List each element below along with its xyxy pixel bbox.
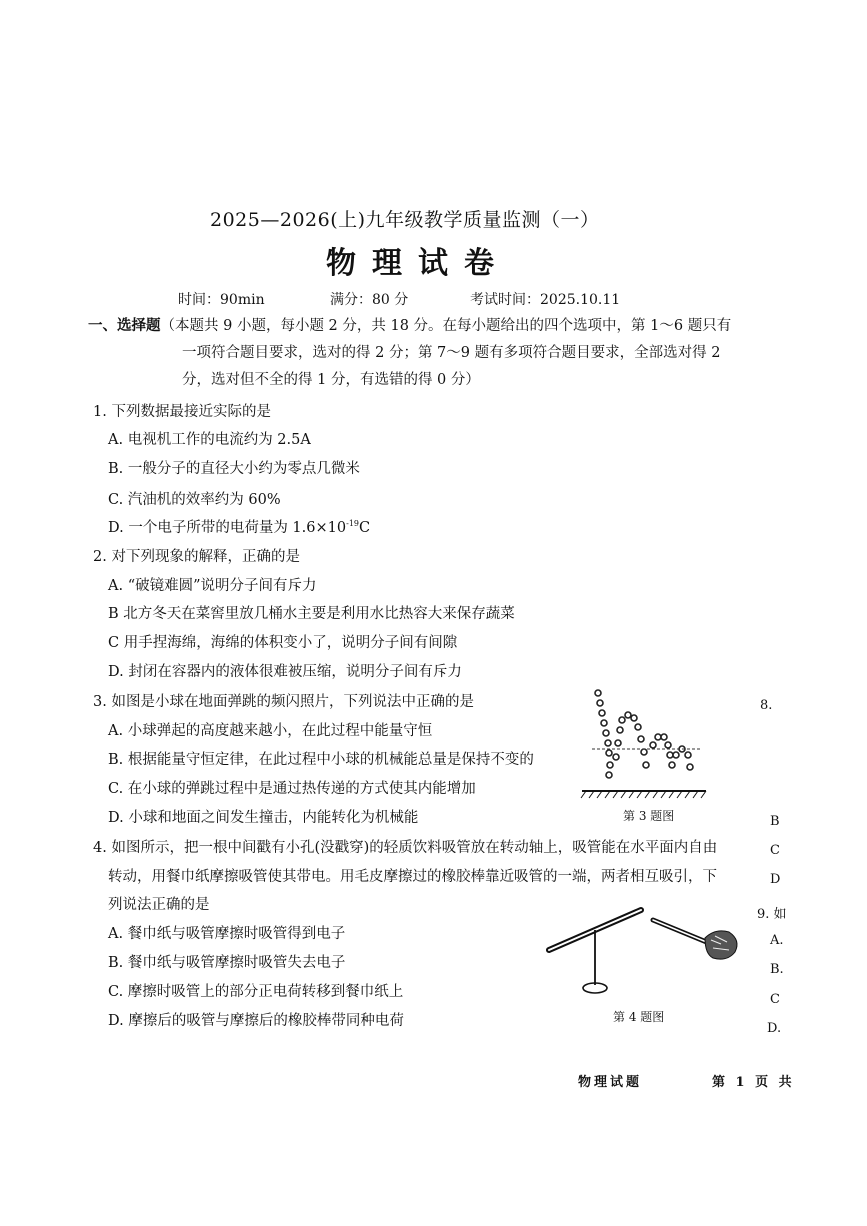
q1-option-c: C. 汽油机的效率约为 60%	[108, 492, 281, 508]
question-1-stem: 1. 下列数据最接近实际的是	[93, 404, 271, 420]
bouncing-ball-figure	[578, 685, 710, 805]
q4-option-b: B. 餐巾纸与吸管摩擦时吸管失去电子	[108, 955, 346, 971]
footer-page-number: 第 1 页 共	[712, 1075, 795, 1090]
q4-option-c: C. 摩擦时吸管上的部分正电荷转移到餐巾纸上	[108, 984, 404, 1000]
q2-option-b: B 北方冬天在菜窖里放几桶水主要是利用水比热容大来保存蔬菜	[108, 606, 515, 622]
q4-option-a: A. 餐巾纸与吸管摩擦时吸管得到电子	[108, 926, 346, 942]
question-4-stem-2: 转动，用餐巾纸摩擦吸管使其带电。用毛皮摩擦过的橡胶棒靠近吸管的一端，两者相互吸引，下	[108, 869, 717, 885]
question-4-stem-1: 4. 如图所示，把一根中间戳有小孔(没戳穿)的轻质饮料吸管放在转动轴上，吸管能在水平面内自由	[93, 840, 718, 856]
q3-option-c: C. 在小球的弹跳过程中是通过热传递的方式使其内能增加	[108, 781, 476, 797]
q1-option-d	[108, 516, 370, 537]
section-desc-1: （本题共 9 小题，每小题 2 分，共 18 分。在每小题给出的四个选项中，第 1～6 题只有	[160, 318, 732, 334]
margin-fragment-b: B	[770, 814, 780, 829]
margin-fragment-9: 9. 如	[757, 907, 787, 922]
exam-total-score: 满分：80 分	[330, 292, 409, 308]
exam-subtitle: 2025—2026(上)九年级教学质量监测（一）	[210, 209, 600, 231]
q1-option-b: B. 一般分子的直径大小约为零点几微米	[108, 461, 360, 477]
q1-option-d-text: D. 一个电子所带的电荷量为 1.6×10	[108, 520, 347, 536]
q2-option-a: A. “破镜难圆”说明分子间有斥力	[108, 578, 317, 594]
footer-subject: 物理试题	[578, 1075, 643, 1090]
straw-and-rod-figure	[545, 900, 745, 1005]
margin-fragment-a2: A.	[770, 933, 784, 948]
section-title: 一、选择题	[88, 317, 161, 334]
q1-option-d-exponent: -19	[346, 519, 359, 529]
q1-option-a: A. 电视机工作的电流约为 2.5A	[108, 432, 311, 448]
page-title: 物理试卷	[326, 246, 510, 281]
margin-fragment-c: C	[770, 843, 780, 858]
question-4-stem-3: 列说法正确的是	[108, 897, 210, 913]
question-3-stem: 3. 如图是小球在地面弹跳的频闪照片，下列说法中正确的是	[93, 694, 474, 710]
q3-option-a: A. 小球弹起的高度越来越小，在此过程中能量守恒	[108, 723, 433, 739]
margin-fragment-c2: C	[770, 992, 780, 1007]
q2-option-c: C 用手捏海绵，海绵的体积变小了，说明分子间有间隙	[108, 635, 458, 651]
exam-duration: 时间：90min	[178, 292, 265, 308]
question-2-stem: 2. 对下列现象的解释，正确的是	[93, 549, 300, 565]
section-heading	[88, 313, 731, 339]
margin-fragment-d: D	[770, 872, 781, 887]
section-desc-3: 分，选对但不全的得 1 分，有选错的得 0 分）	[182, 372, 480, 388]
q3-option-d: D. 小球和地面之间发生撞击，内能转化为机械能	[108, 810, 419, 826]
figure-4-caption: 第 4 题图	[613, 1010, 665, 1024]
figure-3-caption: 第 3 题图	[623, 809, 675, 823]
q1-option-d-unit: C	[359, 520, 371, 536]
margin-fragment-b2: B.	[770, 962, 784, 977]
q2-option-d: D. 封闭在容器内的液体很难被压缩，说明分子间有斥力	[108, 664, 462, 680]
margin-fragment-d2: D.	[767, 1021, 782, 1036]
margin-fragment-8: 8.	[760, 698, 773, 713]
q4-option-d: D. 摩擦后的吸管与摩擦后的橡胶棒带同种电荷	[108, 1013, 404, 1029]
q3-option-b: B. 根据能量守恒定律，在此过程中小球的机械能总量是保持不变的	[108, 752, 534, 768]
exam-date: 考试时间：2025.10.11	[470, 292, 621, 308]
section-desc-2: 一项符合题目要求，选对的得 2 分；第 7～9 题有多项符合题目要求，全部选对得 2	[182, 345, 721, 361]
